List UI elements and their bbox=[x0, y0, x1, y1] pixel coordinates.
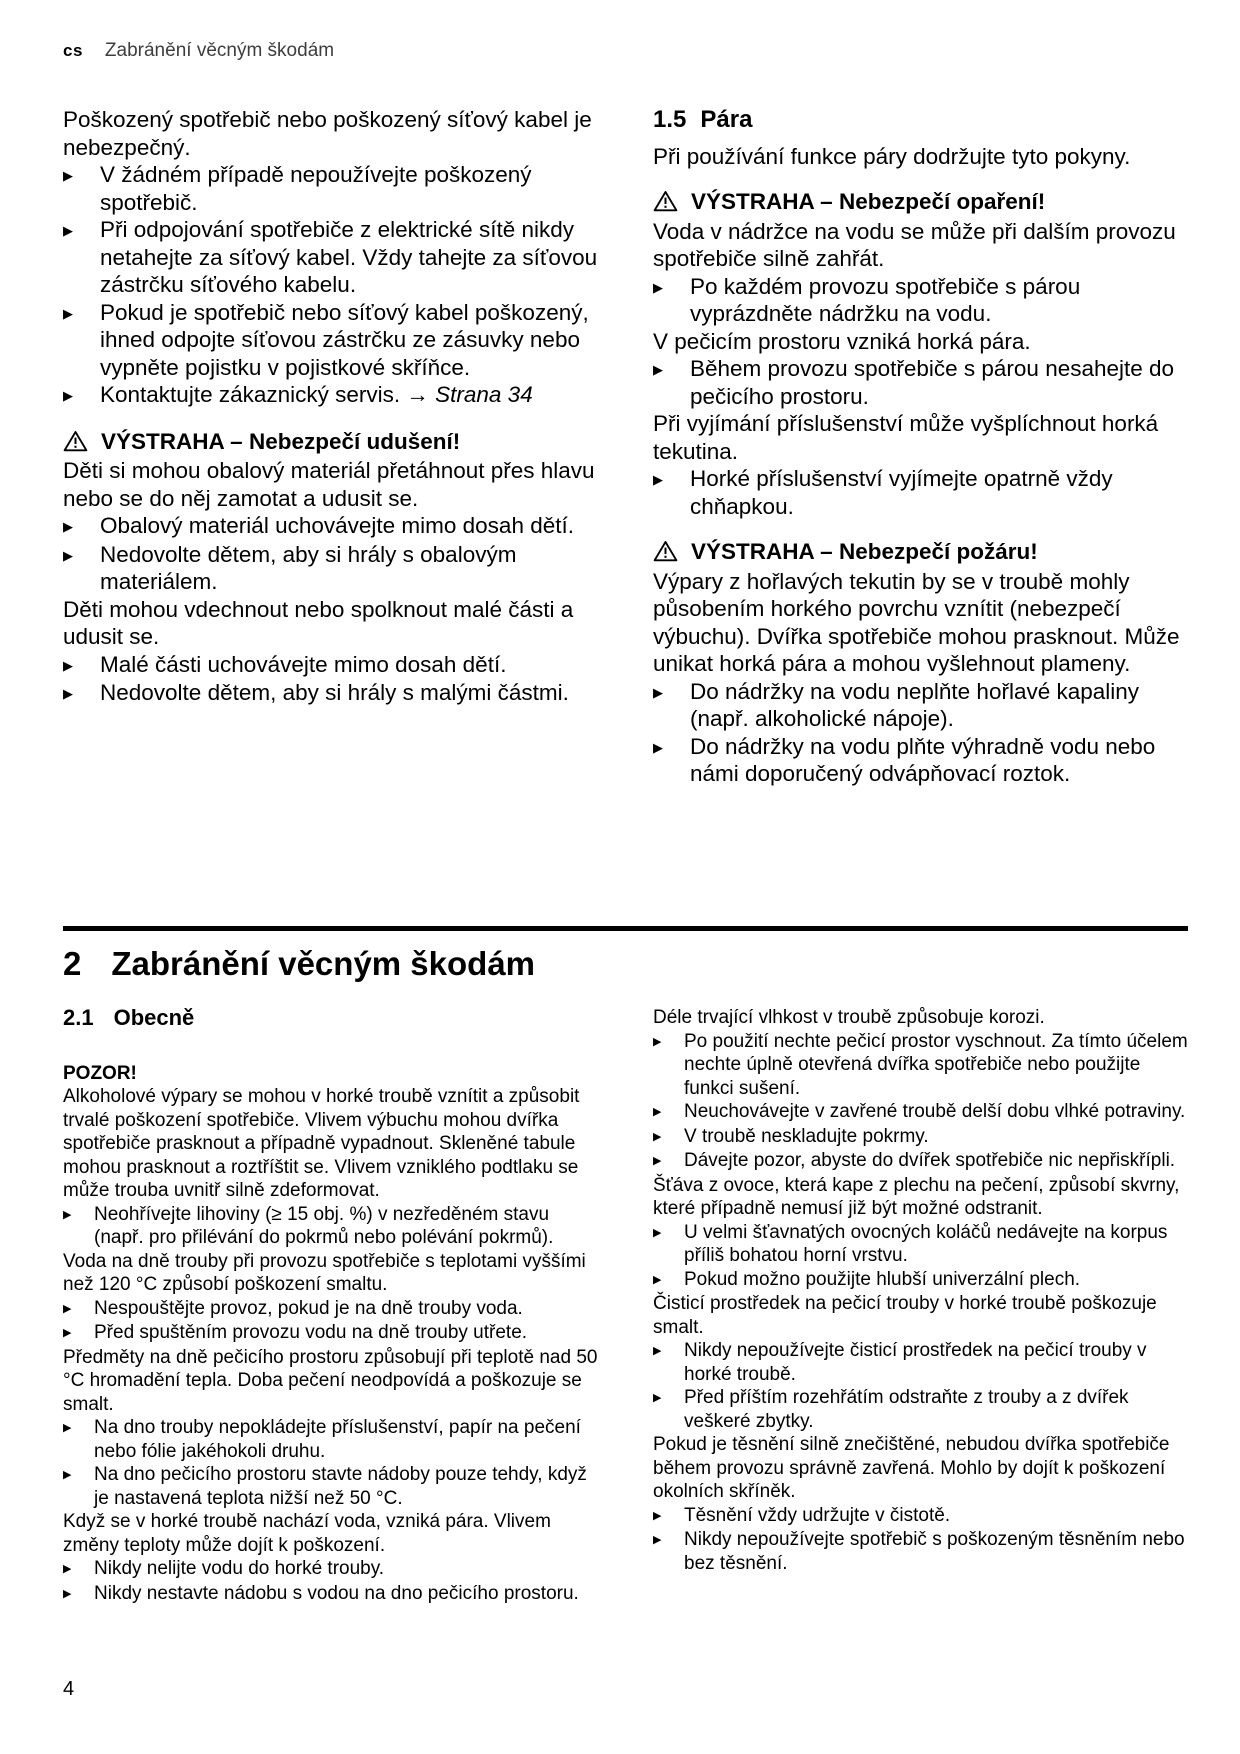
warning-triangle-icon bbox=[63, 428, 88, 452]
triangle-bullet-icon: ▶ bbox=[653, 1392, 662, 1404]
triangle-bullet-icon: ▶ bbox=[653, 1155, 662, 1167]
triangle-bullet-icon: ▶ bbox=[653, 1106, 662, 1118]
bullet-text bbox=[684, 1268, 1188, 1292]
bullet-text-segment: Dávejte pozor, abyste do dvířek spotřebiče nic nepřiskřípli. bbox=[684, 1150, 1176, 1171]
page-body bbox=[0, 106, 1240, 1604]
bullet-item bbox=[63, 1416, 598, 1463]
section1-left-column bbox=[63, 106, 598, 788]
bullet-text-segment: Malé části uchovávejte mimo dosah dětí. bbox=[100, 651, 507, 677]
bullet-item bbox=[653, 1100, 1188, 1125]
running-title: Zabránění věcným škodám bbox=[104, 40, 335, 61]
bullet-item bbox=[653, 1125, 1188, 1150]
bullet-item bbox=[653, 1339, 1188, 1386]
bullet-item bbox=[63, 381, 598, 410]
bullet-text-segment: Na dno trouby nepokládejte příslušenství, papír na pečení nebo fólie jakéhokoli druhu. bbox=[94, 1417, 581, 1462]
bullet-text-segment: Na dno pečicího prostoru stavte nádoby pouze tehdy, když je nastavená teplota nižší než 50 °C. bbox=[94, 1464, 587, 1509]
triangle-bullet-icon: ▶ bbox=[63, 1587, 72, 1600]
bullet-text bbox=[684, 1100, 1188, 1124]
bullet-text bbox=[684, 1125, 1188, 1149]
triangle-bullet-icon: ▶ bbox=[653, 1273, 662, 1286]
triangle-bullet-icon: ▶ bbox=[63, 305, 73, 321]
triangle-bullet-icon: ▶ bbox=[653, 1035, 662, 1048]
bullet-text bbox=[94, 1203, 598, 1250]
triangle-bullet-icon: ▶ bbox=[653, 279, 663, 295]
bullet-text bbox=[684, 1221, 1188, 1268]
notice-heading: POZOR! bbox=[63, 1062, 137, 1084]
triangle-bullet-icon: ▶ bbox=[63, 519, 73, 534]
triangle-bullet-icon: ▶ bbox=[653, 684, 663, 700]
bullet-text bbox=[100, 381, 598, 409]
bullet-text bbox=[100, 299, 598, 382]
bullet-text bbox=[690, 465, 1188, 520]
bullet-item bbox=[653, 1386, 1188, 1433]
bullet-item bbox=[653, 465, 1188, 520]
bullet-text-segment: Pokud možno použijte hlubší univerzální plech. bbox=[684, 1268, 1081, 1290]
paragraph: Děti si mohou obalový materiál přetáhnout přes hlavu nebo se do něj zamotat a udusit se. bbox=[63, 458, 595, 511]
bullet-text bbox=[690, 355, 1188, 410]
bullet-item bbox=[63, 512, 598, 541]
warning-triangle-icon bbox=[653, 188, 678, 212]
bullet-text-segment: Do nádržky na vodu plňte výhradně vodu nebo námi doporučený odvápňovací roztok. bbox=[690, 733, 1156, 786]
bullet-item bbox=[653, 273, 1188, 328]
page-footer bbox=[63, 1678, 74, 1701]
bullet-text bbox=[684, 1149, 1188, 1173]
triangle-bullet-icon: ▶ bbox=[653, 1534, 662, 1546]
bullet-item bbox=[63, 216, 598, 299]
subsection-title: Obecně bbox=[113, 1005, 195, 1030]
triangle-bullet-icon: ▶ bbox=[63, 686, 73, 701]
bullet-text-segment: Obalový materiál uchovávejte mimo dosah dětí. bbox=[100, 513, 574, 538]
page-number: 4 bbox=[63, 1678, 75, 1700]
bullet-text-segment: Kontaktujte zákaznický servis. → bbox=[100, 382, 436, 407]
triangle-bullet-icon: ▶ bbox=[63, 388, 73, 403]
section-1-safety bbox=[0, 106, 1240, 788]
bullet-item bbox=[653, 1149, 1188, 1174]
bullet-item bbox=[653, 1030, 1188, 1101]
bullet-text bbox=[684, 1528, 1188, 1575]
warning-heading bbox=[653, 538, 1188, 566]
section-divider-rule bbox=[63, 926, 1188, 931]
bullet-text-segment: Neohřívejte lihoviny (≥ 15 obj. %) v nezředěném stavu (např. pro přilévání do pokrmů nebo polévání pokrmů). bbox=[94, 1203, 554, 1248]
bullet-item bbox=[653, 1504, 1188, 1529]
paragraph: Pokud je těsnění silně znečištěné, nebudou dvířka spotřebiče během provozu správně zavřená. Mohlo by dojít k poškození okolních skříněk. bbox=[653, 1434, 1170, 1502]
bullet-item bbox=[63, 1203, 598, 1250]
bullet-text bbox=[100, 161, 598, 216]
section2-left-column bbox=[63, 1006, 598, 1606]
bullet-item bbox=[63, 1321, 598, 1346]
subsection-number: 1.5 bbox=[653, 106, 687, 133]
bullet-text-segment: Před příštím rozehřátím odstraňte z trouby a z dvířek veškeré zbytky. bbox=[684, 1387, 1129, 1432]
bullet-text-segment: Nedovolte dětem, aby si hrály s malými částmi. bbox=[100, 680, 569, 705]
bullet-text-segment: V troubě neskladujte pokrmy. bbox=[684, 1125, 929, 1147]
bullet-item bbox=[63, 161, 598, 216]
bullet-text bbox=[684, 1504, 1188, 1528]
bullet-text bbox=[94, 1557, 598, 1581]
bullet-text bbox=[100, 541, 598, 596]
bullet-item bbox=[653, 678, 1188, 733]
paragraph: Děti mohou vdechnout nebo spolknout malé části a udusit se. bbox=[63, 596, 574, 649]
warning-heading bbox=[63, 428, 598, 456]
bullet-item bbox=[63, 1582, 598, 1607]
bullet-text bbox=[690, 678, 1188, 733]
bullet-item bbox=[63, 651, 598, 680]
warning-heading-text: VÝSTRAHA – Nebezpečí požáru! bbox=[691, 539, 1038, 564]
bullet-text-segment: Do nádržky na vodu neplňte hořlavé kapaliny (např. alkoholické nápoje). bbox=[690, 678, 1140, 731]
triangle-bullet-icon: ▶ bbox=[653, 1226, 662, 1239]
bullet-text bbox=[684, 1339, 1188, 1386]
bullet-text-segment: Pokud je spotřebič nebo síťový kabel poškozený, ihned odpojte síťovou zástrčku ze zásuvky nebo vypněte pojistku v pojistkové skříňce. bbox=[100, 299, 589, 380]
paragraph: V pečicím prostoru vzniká horká pára. bbox=[653, 328, 1031, 354]
bullet-text bbox=[94, 1463, 598, 1510]
bullet-item bbox=[653, 1528, 1188, 1575]
bullet-text-segment: Těsnění vždy udržujte v čistotě. bbox=[684, 1504, 951, 1526]
bullet-text-segment: U velmi šťavnatých ovocných koláčů nedávejte na korpus příliš bohatou horní vrstvu. bbox=[684, 1221, 1168, 1266]
warning-heading-text: VÝSTRAHA – Nebezpečí udušení! bbox=[101, 428, 461, 454]
bullet-text-segment: Po použití nechte pečicí prostor vyschnout. Za tímto účelem nechte úplně otevřená dvířka spotřebiče nebo použijte funkci sušení. bbox=[684, 1030, 1188, 1099]
section2-right-column bbox=[653, 1006, 1188, 1606]
bullet-text-segment: Při odpojování spotřebiče z elektrické sítě nikdy netahejte za síťový kabel. Vždy tahejte za síťovou zástrčku síťového kabelu. bbox=[100, 217, 598, 297]
triangle-bullet-icon: ▶ bbox=[653, 1509, 662, 1522]
paragraph: Když se v horké troubě nachází voda, vzniká pára. Vlivem změny teploty může dojít k poškození. bbox=[63, 1511, 551, 1556]
triangle-bullet-icon: ▶ bbox=[653, 1130, 662, 1143]
bullet-item bbox=[63, 541, 598, 596]
paragraph: Při používání funkce páry dodržujte tyto pokyny. bbox=[653, 143, 1131, 169]
triangle-bullet-icon: ▶ bbox=[653, 472, 663, 487]
triangle-bullet-icon: ▶ bbox=[63, 657, 73, 673]
bullet-text bbox=[100, 512, 598, 540]
page-header bbox=[0, 0, 1240, 62]
bullet-text-segment: Neuchovávejte v zavřené troubě delší dobu vlhké potraviny. bbox=[684, 1101, 1186, 1122]
bullet-text bbox=[684, 1386, 1188, 1433]
subsection-heading bbox=[63, 1006, 598, 1030]
bullet-text-segment: V žádném případě nepoužívejte poškozený spotřebič. bbox=[100, 162, 532, 215]
section-title: Zabránění věcným škodám bbox=[111, 945, 536, 982]
warning-heading bbox=[653, 188, 1188, 216]
section1-right-column bbox=[653, 106, 1188, 788]
paragraph: Předměty na dně pečicího prostoru způsobují při teplotě nad 50 °C hromadění tepla. Doba pečení neodpovídá a poškozuje se smalt. bbox=[63, 1346, 598, 1415]
subsection-title: Pára bbox=[700, 106, 753, 133]
bullet-text-segment: Nedovolte dětem, aby si hrály s obalovým materiálem. bbox=[100, 541, 517, 594]
paragraph: Alkoholové výpary se mohou v horké troubě vznítit a způsobit trvalé poškození spotřebiče. Vlivem výbuchu mohou dvířka spotřebiče prasknout a případně vypadnout. Skleněné tabule mohou prasknout a roztříštit se. Vlivem vzniklého podtlaku se může trouba uvnitř silně zdeformovat. bbox=[63, 1086, 580, 1201]
bullet-item bbox=[653, 1268, 1188, 1293]
bullet-text-segment: Po každém provozu spotřebiče s párou vyprázdněte nádržku na vodu. bbox=[690, 273, 1081, 326]
cross-reference: Strana 34 bbox=[435, 382, 533, 407]
subsection-heading bbox=[653, 106, 1188, 134]
bullet-text bbox=[94, 1297, 598, 1321]
bullet-item bbox=[63, 679, 598, 708]
section-number: 2 bbox=[63, 945, 82, 982]
triangle-bullet-icon: ▶ bbox=[653, 362, 663, 377]
bullet-text bbox=[690, 273, 1188, 328]
triangle-bullet-icon: ▶ bbox=[653, 1345, 662, 1357]
bullet-text bbox=[100, 679, 598, 707]
bullet-item bbox=[63, 1297, 598, 1322]
subsection-number: 2.1 bbox=[63, 1005, 94, 1030]
bullet-text-segment: Nikdy nelijte vodu do horké trouby. bbox=[94, 1558, 385, 1579]
triangle-bullet-icon: ▶ bbox=[63, 1563, 72, 1575]
paragraph: Výpary z hořlavých tekutin by se v troubě mohly působením horkého povrchu vznítit (nebezpečí výbuchu). Dvířka spotřebiče mohou prasknout. Může unikat horká pára a mohou vyšlehnout plameny. bbox=[653, 568, 1180, 676]
warning-triangle-icon bbox=[653, 538, 678, 562]
triangle-bullet-icon: ▶ bbox=[63, 1422, 72, 1434]
bullet-text bbox=[94, 1582, 598, 1606]
paragraph: Poškozený spotřebič nebo poškozený síťový kabel je nebezpečný. bbox=[63, 107, 592, 160]
triangle-bullet-icon: ▶ bbox=[653, 739, 663, 755]
bullet-item bbox=[63, 299, 598, 382]
bullet-item bbox=[653, 733, 1188, 788]
bullet-text-segment: Během provozu spotřebiče s párou nesahejte do pečicího prostoru. bbox=[690, 356, 1175, 409]
bullet-text bbox=[94, 1416, 598, 1463]
bullet-item bbox=[63, 1557, 598, 1582]
triangle-bullet-icon: ▶ bbox=[63, 223, 73, 238]
paragraph: Při vyjímání příslušenství může vyšplíchnout horká tekutina. bbox=[653, 411, 1159, 464]
section-2-damage-prevention bbox=[63, 926, 1188, 1606]
bullet-item bbox=[63, 1463, 598, 1510]
bullet-text bbox=[690, 733, 1188, 788]
paragraph: Čisticí prostředek na pečicí trouby v horké troubě poškozuje smalt. bbox=[653, 1293, 1157, 1338]
paragraph: Voda v nádržce na vodu se může při dalším provozu spotřebiče silně zahřát. bbox=[653, 218, 1176, 271]
bullet-text bbox=[684, 1030, 1188, 1101]
paragraph: Šťáva z ovoce, která kape z plechu na pečení, způsobí skvrny, které případně nemusí již být možné odstranit. bbox=[653, 1174, 1180, 1219]
paragraph: Déle trvající vlhkost v troubě způsobuje korozi. bbox=[653, 1007, 1045, 1028]
triangle-bullet-icon: ▶ bbox=[63, 168, 73, 183]
paragraph: Voda na dně trouby při provozu spotřebiče s teplotami vyššími než 120 °C způsobí poškození smaltu. bbox=[63, 1250, 586, 1295]
bullet-item bbox=[653, 1221, 1188, 1268]
bullet-text-segment: Nikdy nepoužívejte spotřebič s poškozeným těsněním nebo bez těsnění. bbox=[684, 1529, 1185, 1574]
bullet-text bbox=[94, 1321, 598, 1345]
section2-columns bbox=[63, 1006, 1188, 1606]
bullet-text bbox=[100, 216, 598, 299]
bullet-text-segment: Nespouštějte provoz, pokud je na dně trouby voda. bbox=[94, 1297, 523, 1319]
bullet-item bbox=[653, 355, 1188, 410]
section-heading bbox=[63, 944, 1188, 984]
triangle-bullet-icon: ▶ bbox=[63, 547, 73, 563]
bullet-text-segment: Nikdy nepoužívejte čisticí prostředek na pečicí trouby v horké troubě. bbox=[684, 1340, 1147, 1385]
bullet-text-segment: Horké příslušenství vyjímejte opatrně vždy chňapkou. bbox=[690, 466, 1113, 519]
triangle-bullet-icon: ▶ bbox=[63, 1469, 72, 1481]
language-tag: cs bbox=[63, 41, 83, 60]
triangle-bullet-icon: ▶ bbox=[63, 1327, 72, 1339]
bullet-text-segment: Nikdy nestavte nádobu s vodou na dno pečicího prostoru. bbox=[94, 1582, 579, 1604]
bullet-text-segment: Před spuštěním provozu vodu na dně trouby utřete. bbox=[94, 1322, 528, 1343]
triangle-bullet-icon: ▶ bbox=[63, 1208, 72, 1221]
warning-heading-text: VÝSTRAHA – Nebezpečí opaření! bbox=[691, 189, 1046, 214]
bullet-text bbox=[100, 651, 598, 679]
triangle-bullet-icon: ▶ bbox=[63, 1302, 72, 1315]
